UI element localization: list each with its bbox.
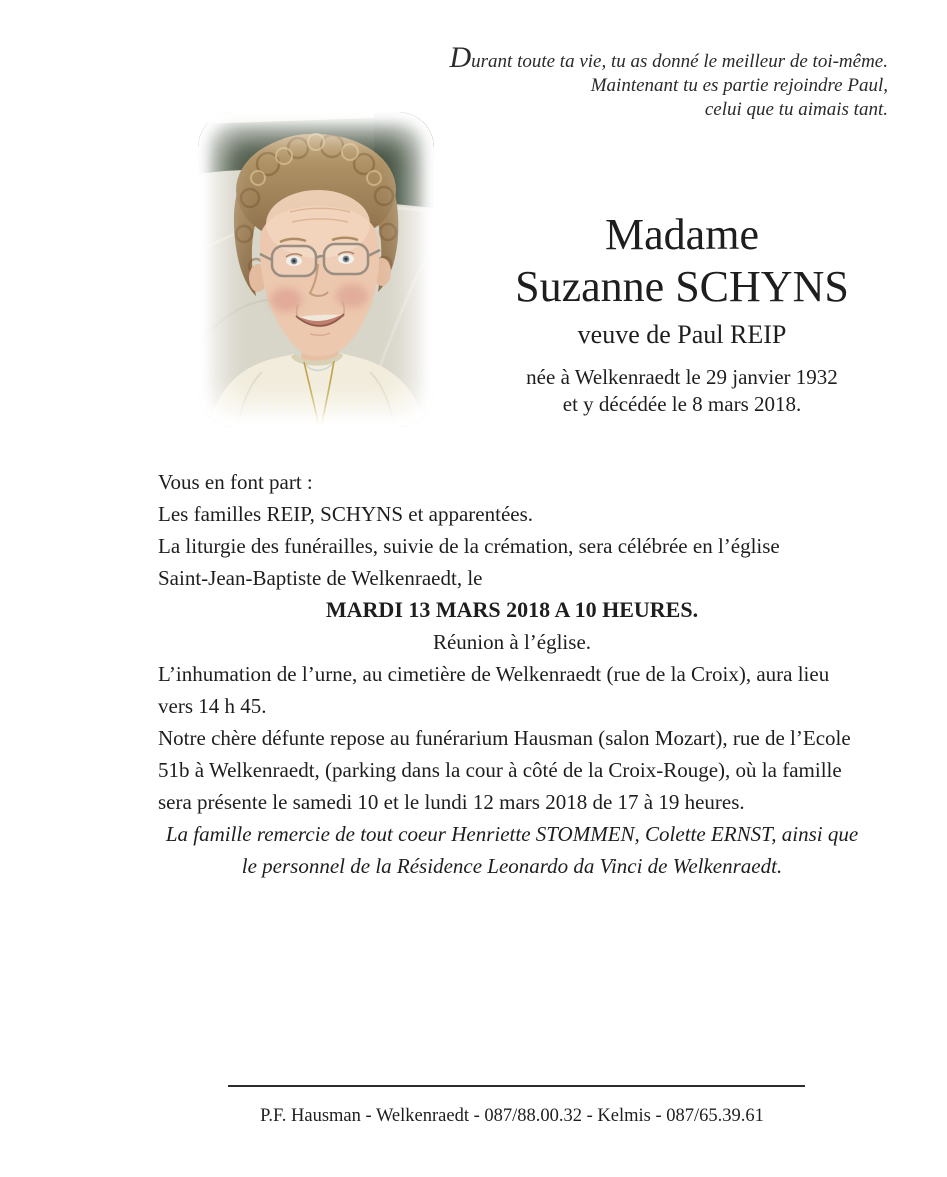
- deceased-name: Suzanne SCHYNS: [515, 262, 849, 311]
- funeral-home-contact: P.F. Hausman - Welkenraedt - 087/88.00.32 - Kelmis - 087/65.39.61: [260, 1106, 764, 1126]
- repose-line-2: 51b à Welkenraedt, (parking dans la cour à côté de la Croix-Rouge), où la famille: [158, 758, 842, 782]
- announcement-body: [158, 466, 866, 882]
- burial-paragraph: [158, 658, 866, 722]
- repose-line-3: sera présente le samedi 10 et le lundi 12 mars 2018 de 17 à 19 heures.: [158, 790, 745, 814]
- deceased-title-block: [466, 210, 898, 418]
- thanks-line-1: La famille remercie de tout coeur Henriette STOMMEN, Colette ERNST, ainsi que: [165, 822, 859, 846]
- burial-line-2: vers 14 h 45.: [158, 694, 267, 718]
- repose-paragraph: [158, 722, 866, 818]
- deceased-honorific: Madame: [605, 210, 759, 259]
- drop-cap: D: [449, 41, 472, 74]
- deceased-death-line: et y décédée le 8 mars 2018.: [562, 392, 802, 416]
- quote-line-1-text: urant toute ta vie, tu as donné le meilleur de toi-même.: [471, 51, 888, 72]
- quote-line-2: Maintenant tu es partie rejoindre Paul,: [590, 75, 888, 96]
- thanks-line-2: le personnel de la Résidence Leonardo da Vinci de Welkenraedt.: [241, 854, 783, 878]
- deceased-birth-line: née à Welkenraedt le 29 janvier 1932: [526, 365, 838, 389]
- meeting-line: Réunion à l’église.: [432, 630, 592, 654]
- thanks-paragraph: [158, 818, 866, 882]
- burial-line-1: L’inhumation de l’urne, au cimetière de Welkenraedt (rue de la Croix), aura lieu: [158, 662, 830, 686]
- deceased-relation: veuve de Paul REIP: [577, 320, 787, 349]
- liturgy-paragraph: [158, 530, 866, 594]
- quote-line-1: [449, 41, 888, 74]
- liturgy-line-1: La liturgie des funérailles, suivie de la crémation, sera célébrée en l’église: [158, 534, 780, 558]
- ceremony-date-line: MARDI 13 MARS 2018 A 10 HEURES.: [325, 597, 699, 622]
- liturgy-line-2: Saint-Jean-Baptiste de Welkenraedt, le: [158, 566, 483, 590]
- opening-quote: [449, 41, 888, 122]
- repose-line-1: Notre chère défunte repose au funérarium Hausman (salon Mozart), rue de l’Ecole: [158, 726, 851, 750]
- footer-divider-line: [228, 1085, 805, 1087]
- announcement-intro: Vous en font part :: [158, 470, 313, 494]
- portrait-photo: [198, 112, 434, 427]
- families-line: Les familles REIP, SCHYNS et apparentées.: [158, 502, 534, 526]
- portrait-illustration: [198, 112, 434, 427]
- quote-line-3: celui que tu aimais tant.: [704, 99, 888, 120]
